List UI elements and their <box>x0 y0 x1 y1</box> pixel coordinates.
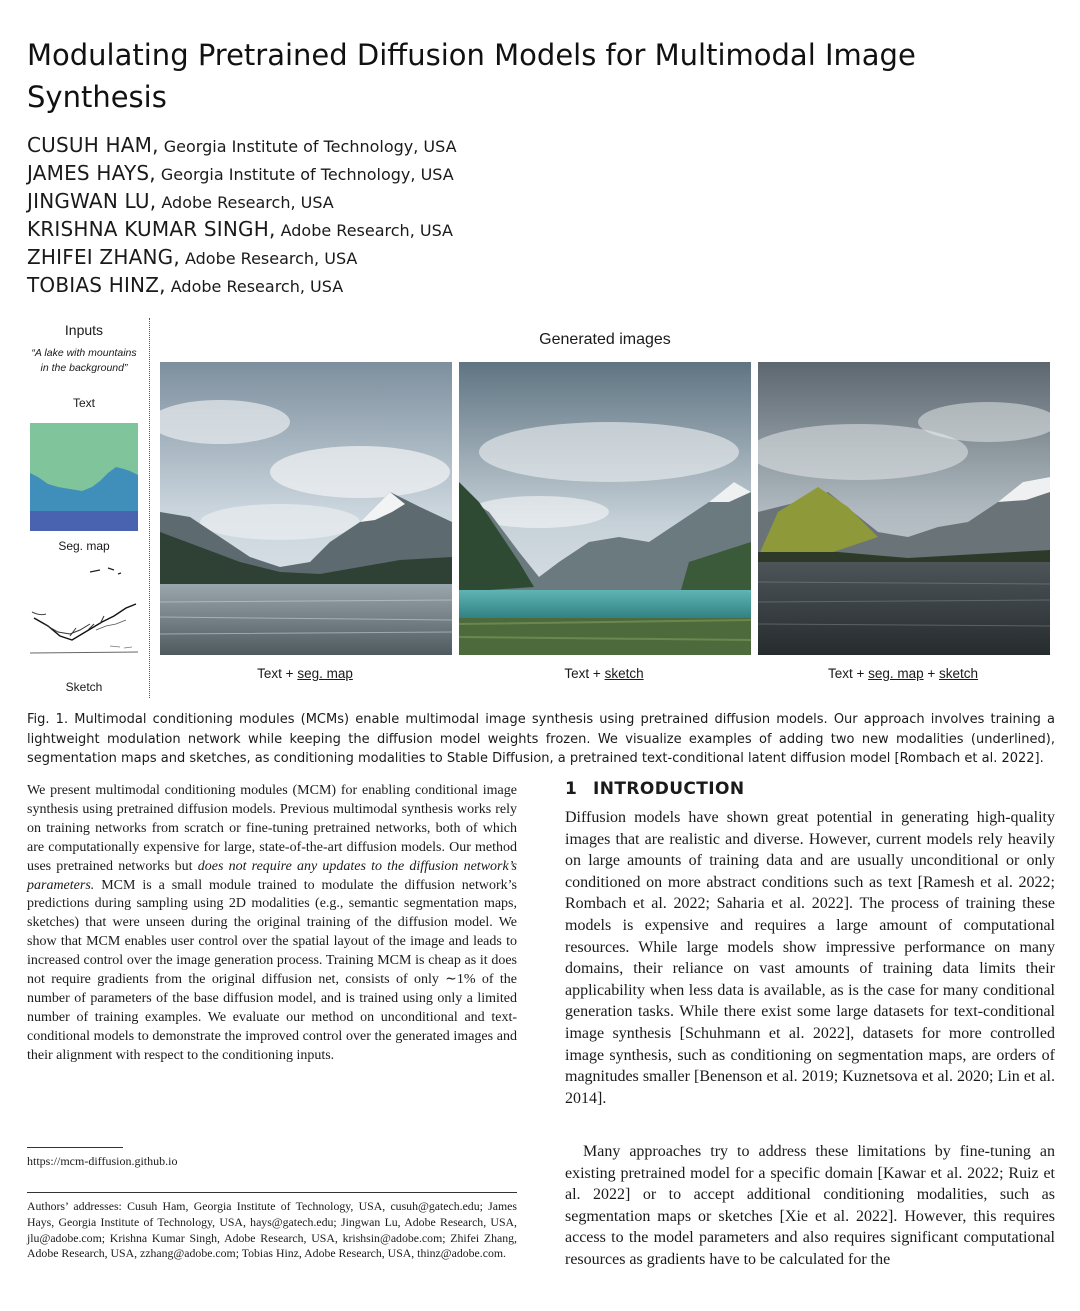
abstract-text: MCM is a small module trained to modulate the diffusion network’s predictions during sampling using 2D modalities (e.g., semantic segmentation maps, sketches) that were unseen during the original training of the diffusion model. We show that MCM enables user control over the spatial layout of the image and leads to increased control over the image generation process. Training MCM is cheap as it does not require gradients from the original diffusion net, consists of only ∼1% of the number of parameters of the base diffusion model, and is trained using only a limited number of training examples. We evaluate our method on unconditional and text-conditional models to demonstrate the improved control over the generated images and their alignment with respect to the conditioning inputs. <box>27 877 517 1063</box>
author-list <box>27 131 727 299</box>
author-affiliation: Adobe Research, USA <box>280 221 453 240</box>
figure-subcaption-3 <box>758 666 1048 681</box>
subcaption-modality: seg. map <box>868 666 924 681</box>
figure-caption: Fig. 1. Multimodal conditioning modules (MCMs) enable multimodal image synthesis using pretrained diffusion models. Our approach involves training a lightweight modulation network while keeping the diffusion model weights frozen. We visualize examples of adding two new modalities (underlined), segmentation maps and sketches, as conditioning modalities to Stable Diffusion, a pretrained text-conditional latent diffusion model [Rombach et al. 2022]. <box>27 712 1055 766</box>
subcaption-modality: sketch <box>939 666 979 681</box>
intro-paragraph-2: Many approaches try to address these limitations by fine-tuning an existing pretrained model for a specific domain [Kawar et al. 2022; Ruiz et al. 2022] or to accept additional conditioning modalities, such as segmentation maps or sketches [Xie et al. 2022]. However, this requires access to the model parameters and also requires significant computational resources as gradients have to be calculated for the <box>565 1143 1055 1268</box>
generated-image-2 <box>459 362 751 655</box>
author-entry <box>27 131 727 159</box>
author-affiliation: Georgia Institute of Technology, USA <box>160 165 454 184</box>
subcaption-modality: sketch <box>604 666 644 681</box>
address-rule <box>27 1192 517 1193</box>
figure-inputs-title: Inputs <box>64 322 104 338</box>
author-affiliation: Adobe Research, USA <box>170 277 344 296</box>
author-entry <box>27 187 727 215</box>
section-heading <box>565 779 1055 799</box>
figure-divider <box>149 318 150 698</box>
author-affiliation: Adobe Research, USA <box>184 249 358 268</box>
author-entry <box>27 159 727 187</box>
figure-text-label: Text <box>72 396 95 410</box>
subcaption-text: Text + <box>827 666 869 681</box>
author-entry <box>27 215 727 243</box>
abstract-emphasis: does not require any updates to the diffusion network’s parameters. <box>27 858 517 893</box>
figure-text-prompt: “A lake with mountains in the background” <box>31 347 137 374</box>
abstract-text: We present multimodal conditioning modules (MCM) for enabling conditional image synthesis using pretrained diffusion models. Previous multimodal synthesis works rely on training networks from scratch or fine-tuning pretrained networks, both of which are computationally expensive for large, state-of-the-art diffusion models. Our method uses pretrained networks but <box>27 783 517 874</box>
subcaption-text: Text + <box>564 666 605 681</box>
author-entry <box>27 271 727 299</box>
paper-title: Modulating Pretrained Diffusion Models for Multimodal Image Synthesis <box>27 38 916 114</box>
subcaption-modality: seg. map <box>297 666 353 681</box>
figure-seg-label: Seg. map <box>58 539 110 553</box>
project-url[interactable]: https://mcm-diffusion.github.io <box>27 1154 178 1168</box>
generated-image-3 <box>758 362 1050 655</box>
generated-image-1 <box>160 362 452 655</box>
figure-subcaption-2 <box>459 666 749 681</box>
author-name: ZHIFEI ZHANG, <box>27 245 180 269</box>
author-affiliation: Georgia Institute of Technology, USA <box>163 137 457 156</box>
segmentation-map-image <box>30 423 138 531</box>
abstract <box>27 782 517 1066</box>
author-name: CUSUH HAM, <box>27 133 159 157</box>
figure-sketch-label: Sketch <box>65 680 103 694</box>
subcaption-text: Text + <box>257 666 298 681</box>
footnote-rule <box>27 1147 123 1148</box>
author-name: TOBIAS HINZ, <box>27 273 166 297</box>
section-title: INTRODUCTION <box>593 779 745 799</box>
author-addresses: Authors’ addresses: Cusuh Ham, Georgia Institute of Technology, USA, cusuh@gatech.edu; James Hays, Georgia Institute of Technology, USA, hays@gatech.edu; Jingwan Lu, Adobe Research, USA, jlu@adobe.com; Krishna Kumar Singh, Adobe Research, USA, krishsin@adobe.com; Zhifei Zhang, Adobe Research, USA, zzhang@adobe.com; Tobias Hinz, Adobe Research, USA, thinz@adobe.com. <box>27 1199 517 1261</box>
sketch-image <box>30 560 140 675</box>
intro-paragraph-1: Diffusion models have shown great potential in generating high-quality images that are realistic and diverse. However, current models rely heavily on large amounts of training data and are usually unconditional or only conditioned on more abstract conditions such as text [Ramesh et al. 2022; Rombach et al. 2022; Saharia et al. 2022]. The process of training these models is expensive and requires a large amount of computational resources. While large models show impressive performance on many domains, their reliance on vast amounts of training data limits their applicability when less data is available, as is the case for many conditional generation tasks. While there exist some large datasets for text-conditional image synthesis [Schuhmann et al. 2022], datasets for more controlled image synthesis, such as conditioning on segmentation maps, are orders of magnitudes smaller [Benenson et al. 2019; Kuznetsova et al. 2020; Lin et al. 2014]. <box>565 809 1055 1107</box>
author-name: KRISHNA KUMAR SINGH, <box>27 217 276 241</box>
section-number: 1 <box>565 779 578 799</box>
figure-subcaption-1 <box>160 666 450 681</box>
figure-generated-title: Generated images <box>539 331 671 348</box>
author-name: JAMES HAYS, <box>27 161 156 185</box>
subcaption-text: + <box>923 666 940 681</box>
author-entry <box>27 243 727 271</box>
author-affiliation: Adobe Research, USA <box>161 193 334 212</box>
author-name: JINGWAN LU, <box>27 189 157 213</box>
